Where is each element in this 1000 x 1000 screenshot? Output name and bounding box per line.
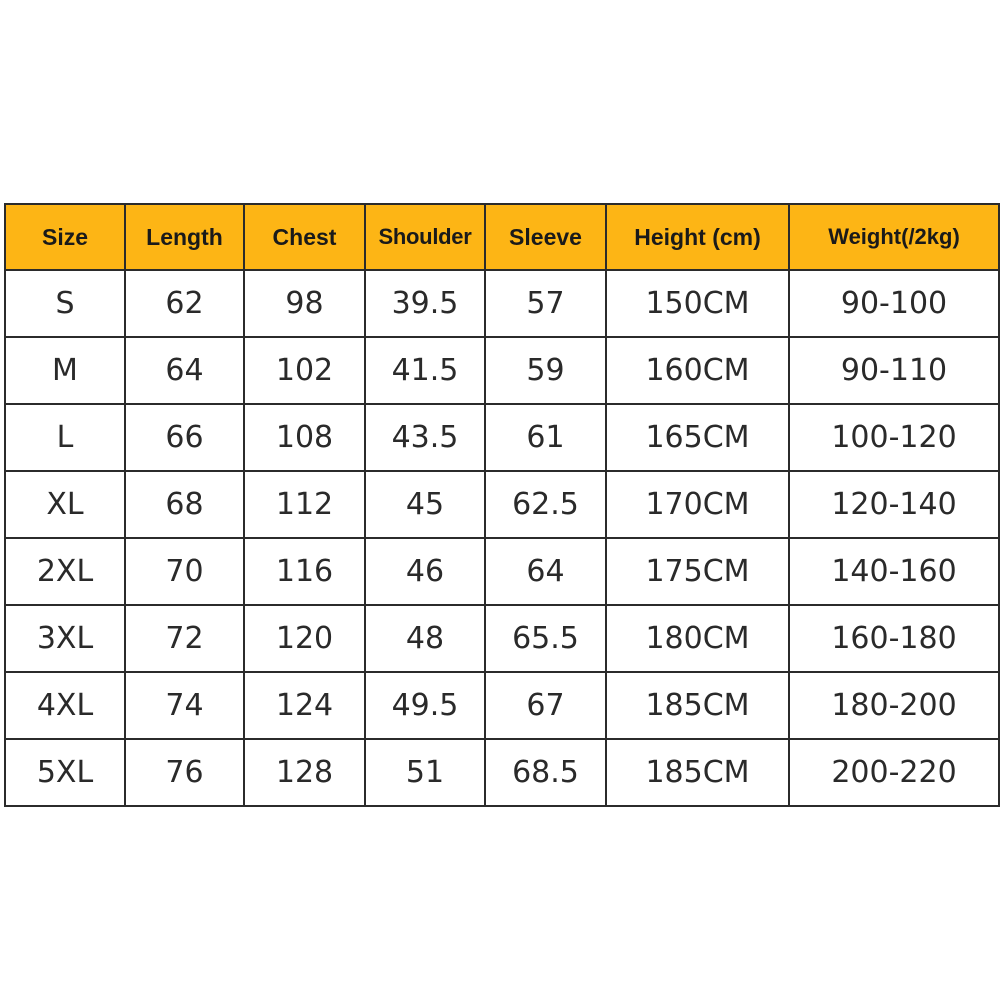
cell-shoulder: 46 <box>365 538 485 605</box>
cell-shoulder: 41.5 <box>365 337 485 404</box>
table-row <box>5 739 999 806</box>
cell-height: 180CM <box>606 605 789 672</box>
cell-shoulder: 51 <box>365 739 485 806</box>
header-height: Height (cm) <box>606 204 789 270</box>
cell-height: 165CM <box>606 404 789 471</box>
cell-chest: 108 <box>244 404 365 471</box>
cell-size: 4XL <box>5 672 125 739</box>
cell-weight: 100-120 <box>789 404 999 471</box>
table-row <box>5 471 999 538</box>
table-row <box>5 672 999 739</box>
cell-length: 74 <box>125 672 244 739</box>
cell-size: 2XL <box>5 538 125 605</box>
table-row <box>5 605 999 672</box>
cell-length: 70 <box>125 538 244 605</box>
cell-shoulder: 48 <box>365 605 485 672</box>
cell-sleeve: 64 <box>485 538 606 605</box>
table-row <box>5 538 999 605</box>
cell-length: 72 <box>125 605 244 672</box>
cell-chest: 124 <box>244 672 365 739</box>
cell-length: 62 <box>125 270 244 337</box>
cell-height: 170CM <box>606 471 789 538</box>
cell-weight: 180-200 <box>789 672 999 739</box>
cell-height: 185CM <box>606 739 789 806</box>
cell-size: M <box>5 337 125 404</box>
cell-sleeve: 68.5 <box>485 739 606 806</box>
header-shoulder: Shoulder <box>365 204 485 270</box>
cell-size: 3XL <box>5 605 125 672</box>
cell-size: XL <box>5 471 125 538</box>
cell-length: 68 <box>125 471 244 538</box>
cell-chest: 98 <box>244 270 365 337</box>
cell-height: 150CM <box>606 270 789 337</box>
cell-sleeve: 57 <box>485 270 606 337</box>
cell-size: S <box>5 270 125 337</box>
cell-chest: 116 <box>244 538 365 605</box>
header-weight: Weight(/2kg) <box>789 204 999 270</box>
cell-shoulder: 49.5 <box>365 672 485 739</box>
cell-weight: 90-110 <box>789 337 999 404</box>
header-length: Length <box>125 204 244 270</box>
cell-height: 175CM <box>606 538 789 605</box>
cell-length: 64 <box>125 337 244 404</box>
cell-chest: 128 <box>244 739 365 806</box>
size-chart-table <box>4 203 1000 807</box>
cell-sleeve: 65.5 <box>485 605 606 672</box>
header-size: Size <box>5 204 125 270</box>
table-row <box>5 270 999 337</box>
cell-length: 66 <box>125 404 244 471</box>
table-row <box>5 404 999 471</box>
cell-weight: 140-160 <box>789 538 999 605</box>
cell-weight: 90-100 <box>789 270 999 337</box>
cell-chest: 120 <box>244 605 365 672</box>
cell-sleeve: 67 <box>485 672 606 739</box>
cell-weight: 160-180 <box>789 605 999 672</box>
cell-shoulder: 45 <box>365 471 485 538</box>
cell-shoulder: 39.5 <box>365 270 485 337</box>
cell-shoulder: 43.5 <box>365 404 485 471</box>
cell-sleeve: 62.5 <box>485 471 606 538</box>
cell-chest: 102 <box>244 337 365 404</box>
header-sleeve: Sleeve <box>485 204 606 270</box>
cell-length: 76 <box>125 739 244 806</box>
header-chest: Chest <box>244 204 365 270</box>
cell-sleeve: 59 <box>485 337 606 404</box>
cell-chest: 112 <box>244 471 365 538</box>
table-row <box>5 337 999 404</box>
cell-weight: 120-140 <box>789 471 999 538</box>
cell-size: L <box>5 404 125 471</box>
cell-sleeve: 61 <box>485 404 606 471</box>
cell-size: 5XL <box>5 739 125 806</box>
cell-weight: 200-220 <box>789 739 999 806</box>
cell-height: 185CM <box>606 672 789 739</box>
cell-height: 160CM <box>606 337 789 404</box>
header-row <box>5 204 999 270</box>
